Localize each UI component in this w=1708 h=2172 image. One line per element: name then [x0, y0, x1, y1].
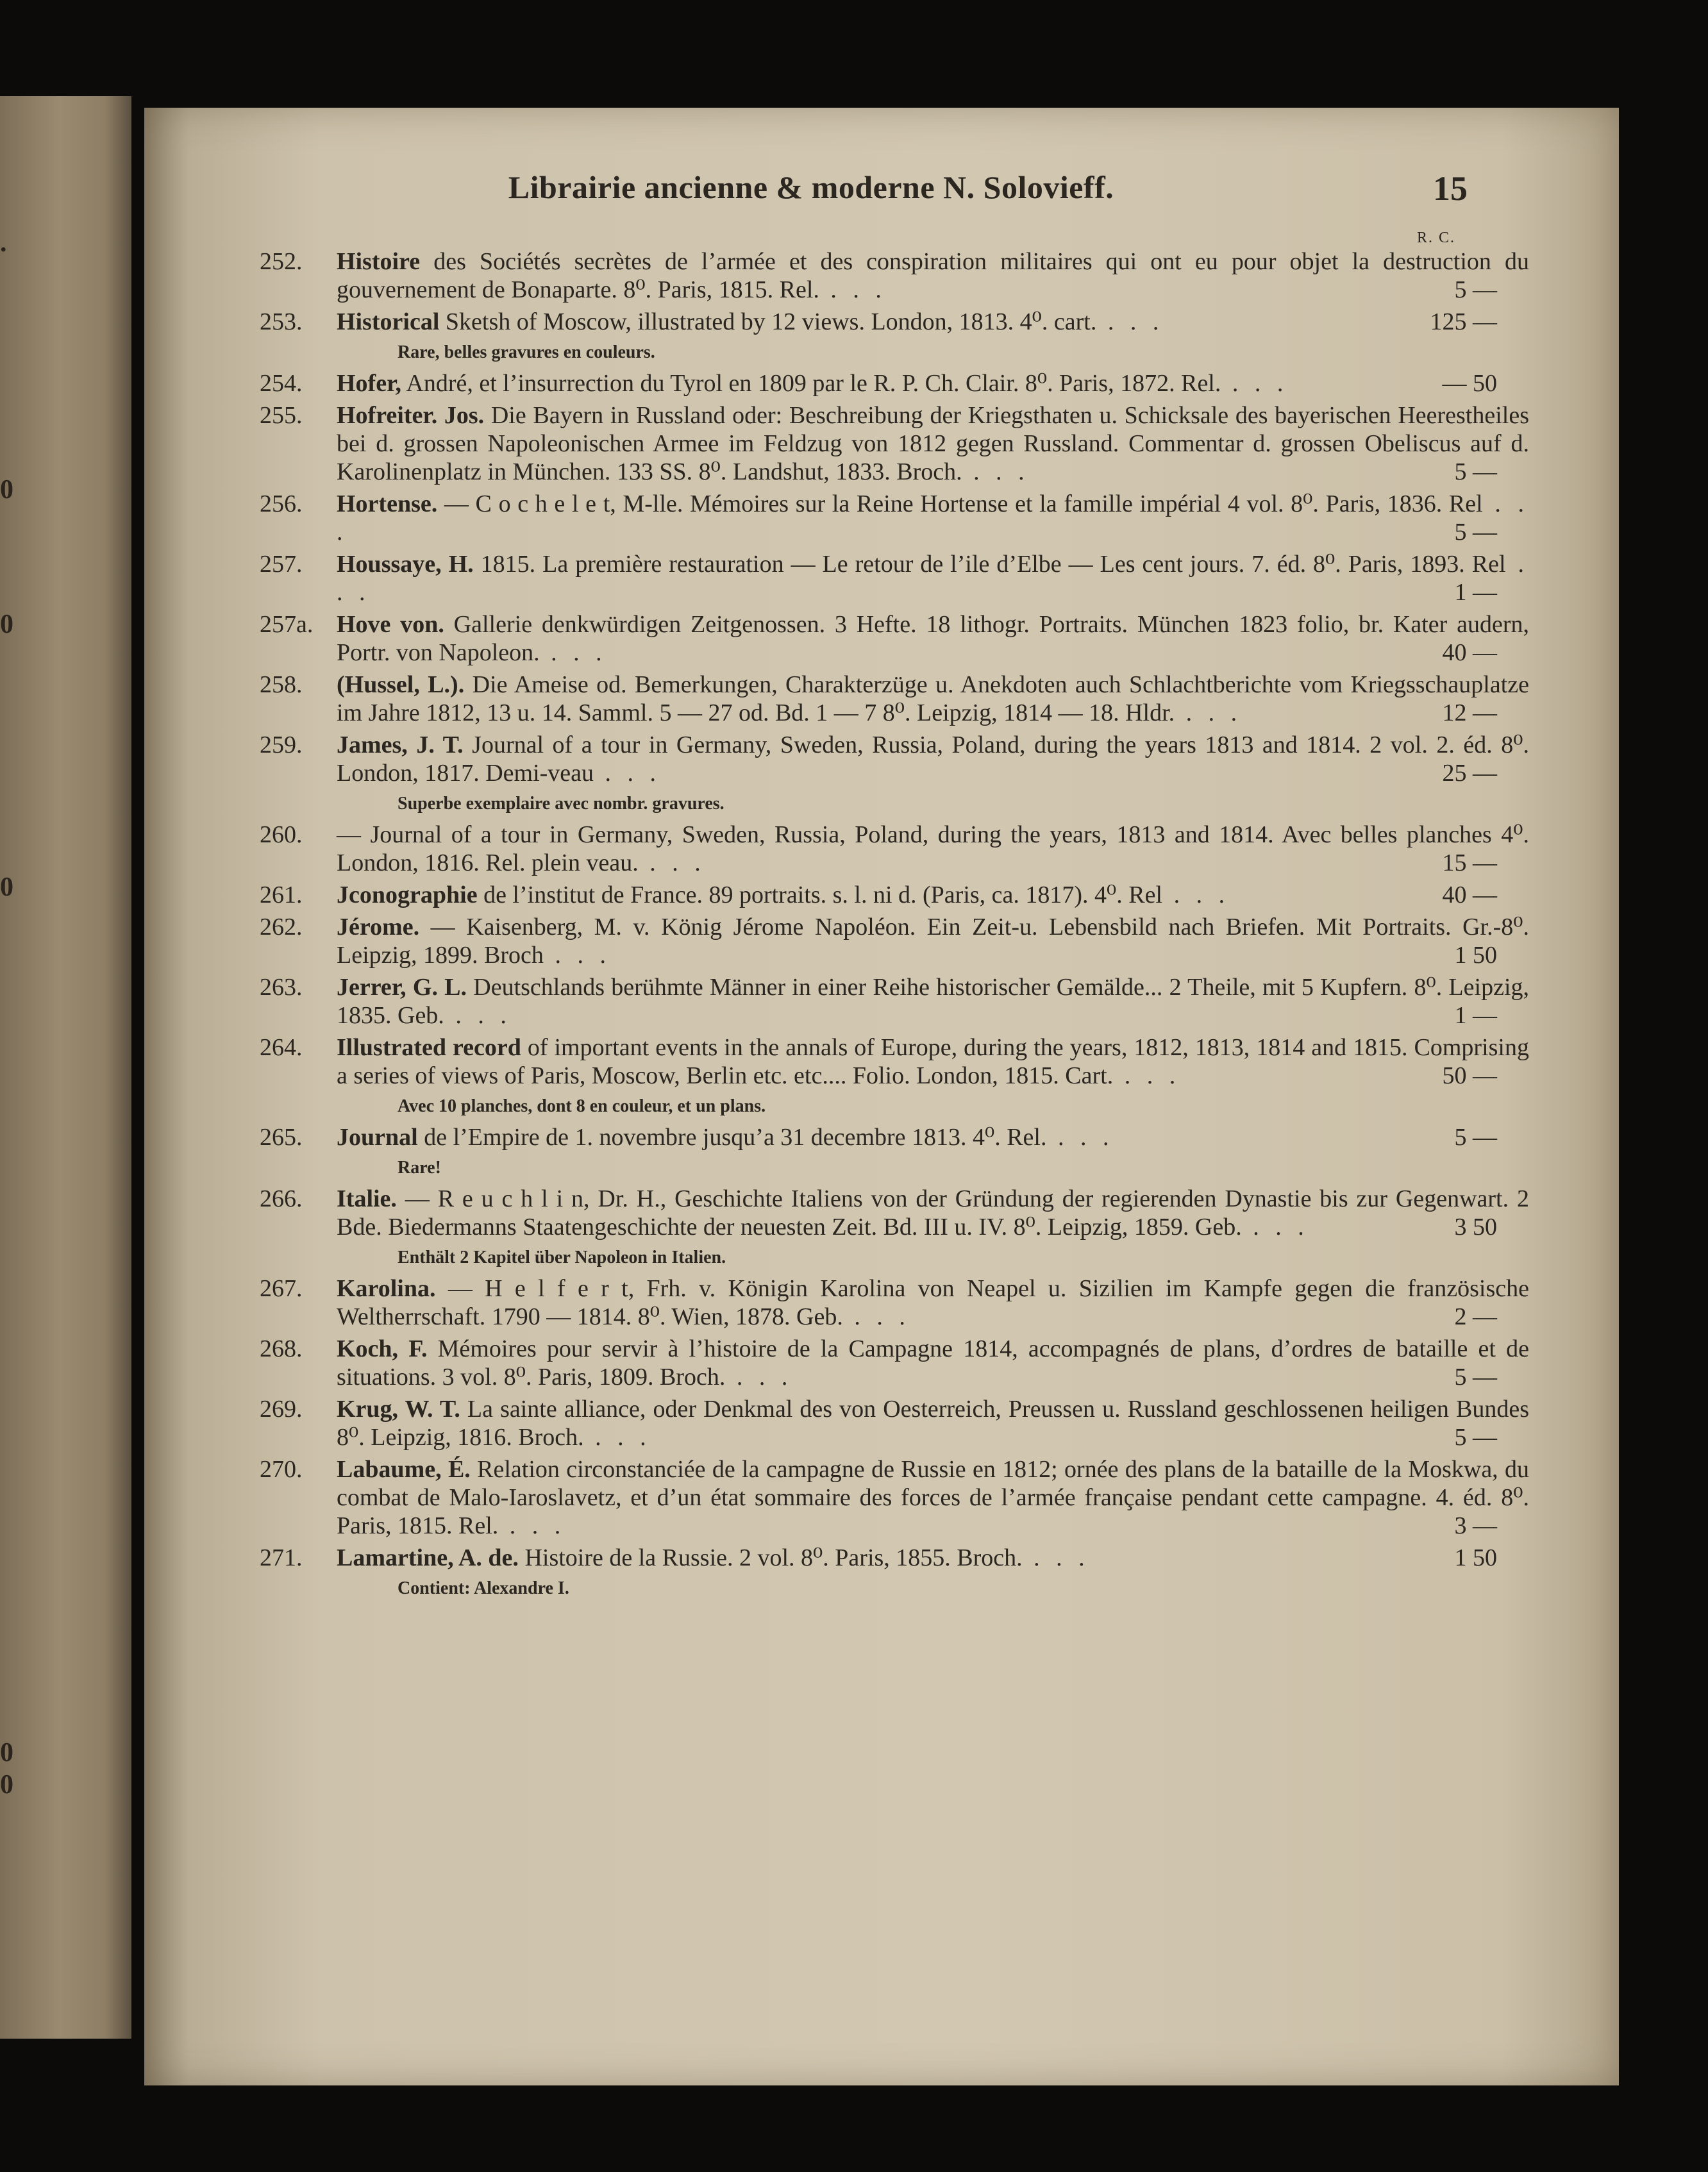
leader-dots: . . .	[819, 276, 887, 303]
entry-description	[337, 1455, 1529, 1540]
entry-price: 5 —	[1454, 1124, 1497, 1151]
catalog-entry	[144, 1395, 1619, 1451]
entry-price: 5 —	[1454, 1424, 1497, 1451]
entry-heading: Lamartine, A. de.	[337, 1544, 519, 1571]
entry-number: 264.	[260, 1034, 303, 1061]
entry-description	[337, 550, 1529, 606]
entry-text: Relation circonstanciée de la campagne de Russie en 1812; ornée des plans de la bataille de la Moskwa, du combat de Malo-Iaroslavetz, et d’un état sommaire des forces de l’armée française pendant cette campagne. 4. éd. 8⁰. Paris, 1815. Rel.	[337, 1456, 1530, 1539]
entry-description	[337, 731, 1529, 787]
price-column-label: R. C.	[1417, 230, 1456, 246]
entry-number: 252.	[260, 248, 303, 275]
catalog-entry	[144, 247, 1619, 304]
entry-description	[337, 369, 1529, 397]
entry-text: Die Ameise od. Bemerkungen, Charakterzüge u. Anekdoten auch Schlachtberichte vom Kriegsschauplatze im Jahre 1812, 13 u. 14. Samml. 5 — 27 od. Bd. 1 — 7 8⁰. Leipzig, 1814 — 18. Hldr.	[337, 671, 1529, 726]
entry-heading: Italie.	[337, 1185, 397, 1212]
entry-description	[337, 1335, 1529, 1391]
leader-dots: . . .	[1162, 881, 1230, 908]
catalog-entry	[144, 308, 1619, 336]
leader-dots: . . .	[539, 639, 607, 666]
entry-description	[337, 973, 1529, 1030]
entry-description	[337, 401, 1529, 486]
leader-dots: . . .	[1022, 1544, 1090, 1571]
entry-number: 270.	[260, 1456, 303, 1483]
entry-number: 259.	[260, 731, 303, 758]
entry-price: 5 —	[1454, 458, 1497, 485]
entry-price: 40 —	[1442, 639, 1497, 666]
entry-price: 1 50	[1454, 1544, 1497, 1571]
entry-text: — R e u c h l i n, Dr. H., Geschichte Italiens von der Gründung der regierenden Dynastie bis zur Gegenwart. 2 Bde. Biedermanns Staatengeschichte der neuesten Zeit. Bd. III u. IV. 8⁰. Leipzig, 1859. Geb.	[337, 1185, 1529, 1241]
entry-number: 263.	[260, 974, 303, 1001]
entry-heading: Koch, F.	[337, 1335, 428, 1362]
entry-number: 266.	[260, 1185, 303, 1212]
entry-heading: Hofreiter. Jos.	[337, 402, 485, 429]
catalog-entry	[144, 490, 1619, 546]
entry-heading: Labaume, É.	[337, 1456, 471, 1483]
entry-heading: James, J. T.	[337, 731, 464, 758]
entry-number: 257.	[260, 551, 303, 578]
catalog-entry	[144, 881, 1619, 909]
entry-description	[337, 247, 1529, 304]
leader-dots: . . .	[444, 1002, 512, 1029]
entry-text: Die Bayern in Russland oder: Beschreibung der Kriegsthaten u. Schicksale des bayerischen Heerestheiles bei d. grossen Napoleonischen Armee im Feldzug von 1812 gegen Russland. Commentar d. grossen Obeliscus auf d. Karolinenplatz in München. 133 SS. 8⁰. Landshut, 1833. Broch.	[337, 402, 1529, 485]
entry-price: 25 —	[1442, 760, 1497, 787]
entry-number: 253.	[260, 308, 303, 335]
catalog-entry	[144, 550, 1619, 606]
entry-number: 255.	[260, 402, 303, 429]
entry-price: 5 —	[1454, 1364, 1497, 1391]
entry-price: 50 —	[1442, 1062, 1497, 1089]
entry-heading: Jérome.	[337, 914, 420, 940]
catalog-entry	[144, 369, 1619, 397]
entry-text: de l’institut de France. 89 portraits. s. l. ni d. (Paris, ca. 1817). 4⁰. Rel	[477, 881, 1163, 908]
entry-description	[337, 610, 1529, 667]
catalog-entries	[144, 247, 1619, 1605]
entry-text: Mémoires pour servir à l’histoire de la Campagne 1814, accompagnés de plans, d’ordres de bataille et de situations. 3 vol. 8⁰. Paris, 1809. Broch.	[337, 1335, 1530, 1391]
left-page-fragment: 0	[0, 610, 13, 639]
leader-dots: . . .	[337, 551, 1529, 606]
catalog-entry	[144, 1544, 1619, 1572]
entry-description	[337, 913, 1529, 969]
catalog-entry	[144, 1185, 1619, 1241]
leader-dots: . . .	[1046, 1124, 1114, 1151]
entry-description	[337, 1185, 1529, 1241]
entry-heading: Hove von.	[337, 611, 444, 638]
entry-heading: Krug, W. T.	[337, 1396, 460, 1423]
entry-text: — C o c h e l e t, M-lle. Mémoires sur la Reine Hortense et la famille impérial 4 vol. 8⁰. Paris, 1836. Rel	[437, 490, 1483, 517]
leader-dots: . . .	[1175, 699, 1243, 726]
entry-description	[337, 671, 1529, 727]
entry-heading: Karolina.	[337, 1275, 436, 1302]
catalog-entry	[144, 1335, 1619, 1391]
entry-text: La sainte alliance, oder Denkmal des von Oesterreich, Preussen u. Russland geschlossenen heiligen Bundes 8⁰. Leipzig, 1816. Broch.	[337, 1396, 1529, 1451]
entry-text: 1815. La première restauration — Le retour de l’ile d’Elbe — Les cent jours. 7. éd. 8⁰. Paris, 1893. Rel	[473, 551, 1506, 578]
entry-heading: Historical	[337, 308, 440, 335]
entry-note: Rare, belles gravures en couleurs.	[398, 342, 655, 362]
catalog-entry	[144, 1274, 1619, 1331]
entry-number: 256.	[260, 490, 303, 517]
entry-text: André, et l’insurrection du Tyrol en 1809 par le R. P. Ch. Clair. 8⁰. Paris, 1872. Rel.	[401, 370, 1221, 397]
entry-heading: (Hussel, L.).	[337, 671, 465, 698]
leader-dots: . . .	[583, 1424, 651, 1451]
entry-number: 269.	[260, 1396, 303, 1423]
leader-dots: . . .	[1241, 1214, 1309, 1241]
entry-note: Contient: Alexandre I.	[398, 1578, 569, 1598]
leader-dots: . . .	[498, 1512, 566, 1539]
entry-number: 260.	[260, 821, 303, 848]
entry-text: — Journal of a tour in Germany, Sweden, Russia, Poland, during the years, 1813 and 1814. Avec belles planches 4⁰. London, 1816. Rel. plein veau.	[337, 821, 1529, 876]
entry-note: Enthält 2 Kapitel über Napoleon in Italien.	[398, 1248, 726, 1267]
catalog-entry	[144, 913, 1619, 969]
entry-heading: Illustrated record	[337, 1034, 521, 1061]
leader-dots: . . .	[337, 490, 1529, 546]
entry-text: of important events in the annals of Europe, during the years, 1812, 1813, 1814 and 1815. Comprising a series of views of Paris, Moscow, Berlin etc. etc.... Folio. London, 1815. Cart.	[337, 1034, 1529, 1089]
left-page-fragment: 0	[0, 873, 13, 902]
entry-heading: Houssaye, H.	[337, 551, 474, 578]
leader-dots: . . .	[638, 849, 706, 876]
entry-price: 3 50	[1454, 1214, 1497, 1241]
entry-number: 254.	[260, 370, 303, 397]
page-number: 15	[1433, 169, 1468, 208]
entry-price: 1 50	[1454, 942, 1497, 969]
entry-price: 12 —	[1442, 699, 1497, 726]
leader-dots: . . .	[543, 942, 611, 969]
entry-description	[337, 490, 1529, 546]
catalog-entry	[144, 821, 1619, 877]
entry-text: Journal of a tour in Germany, Sweden, Russia, Poland, during the years 1813 and 1814. 2 vol. 2. éd. 8⁰. London, 1817. Demi-veau	[337, 731, 1529, 787]
entry-number: 271.	[260, 1544, 303, 1571]
leader-dots: . . .	[1221, 370, 1289, 397]
entry-description	[337, 1274, 1529, 1331]
entry-heading: Jerrer, G. L.	[337, 974, 467, 1001]
entry-note: Avec 10 planches, dont 8 en couleur, et un plans.	[398, 1096, 766, 1116]
entry-description	[337, 1544, 1529, 1572]
entry-price: 2 —	[1454, 1303, 1497, 1330]
catalog-entry	[144, 731, 1619, 787]
entry-description	[337, 1033, 1529, 1090]
entry-note: Superbe exemplaire avec nombr. gravures.	[398, 794, 724, 814]
left-page-edge	[0, 96, 131, 2039]
catalog-entry	[144, 1033, 1619, 1090]
left-page-fragment: 0	[0, 1738, 13, 1767]
entry-text: Deutschlands berühmte Männer in einer Reihe historischer Gemälde... 2 Theile, mit 5 Kupfern. 8⁰. Leipzig, 1835. Geb.	[337, 974, 1529, 1029]
entry-description	[337, 308, 1529, 336]
entry-description	[337, 1123, 1529, 1151]
entry-price: 5 —	[1454, 276, 1497, 303]
entry-price: 1 —	[1454, 1002, 1497, 1029]
entry-text: des Sociétés secrètes de l’armée et des conspiration militaires qui ont eu pour objet la destruction du gouvernement de Bonaparte. 8⁰. Paris, 1815. Rel.	[337, 248, 1529, 303]
entry-heading: Hofer,	[337, 370, 401, 397]
catalog-entry	[144, 1455, 1619, 1540]
entry-number: 258.	[260, 671, 303, 698]
entry-text: de l’Empire de 1. novembre jusqu’a 31 decembre 1813. 4⁰. Rel.	[417, 1124, 1047, 1151]
entry-note: Rare!	[398, 1158, 441, 1178]
running-head	[144, 169, 1619, 207]
entry-text: — H e l f e r t, Frh. v. Königin Karolina von Neapel u. Sizilien im Kampfe gegen die französische Weltherrschaft. 1790 — 1814. 8⁰. Wien, 1878. Geb.	[337, 1275, 1529, 1330]
left-page-fragment: 0	[0, 1770, 13, 1800]
entry-price: 1 —	[1454, 579, 1497, 606]
entry-description	[337, 821, 1529, 877]
leader-dots: . . .	[962, 458, 1030, 485]
entry-heading: Jconographie	[337, 881, 478, 908]
page-header-title: Librairie ancienne & moderne N. Solovieff.	[508, 169, 1114, 205]
entry-description	[337, 881, 1529, 909]
entry-heading: Histoire	[337, 248, 421, 275]
entry-text: Sketsh of Moscow, illustrated by 12 views. London, 1813. 4⁰. cart.	[439, 308, 1097, 335]
catalog-entry	[144, 973, 1619, 1030]
book-page	[144, 108, 1619, 2085]
entry-price: 40 —	[1442, 881, 1497, 908]
leader-dots: . . .	[842, 1303, 910, 1330]
leader-dots: . . .	[1096, 308, 1164, 335]
entry-price: 3 —	[1454, 1512, 1497, 1539]
entry-heading: Journal	[337, 1124, 418, 1151]
leader-dots: . . .	[594, 760, 662, 787]
entry-heading: Hortense.	[337, 490, 438, 517]
entry-price: 15 —	[1442, 849, 1497, 876]
entry-number: 268.	[260, 1335, 303, 1362]
catalog-entry	[144, 610, 1619, 667]
entry-price: 5 —	[1454, 519, 1497, 546]
left-page-fragment: 0	[0, 475, 13, 505]
entry-text: Histoire de la Russie. 2 vol. 8⁰. Paris, 1855. Broch.	[518, 1544, 1023, 1571]
left-page-fragment: .	[0, 228, 7, 258]
entry-description	[337, 1395, 1529, 1451]
entry-number: 267.	[260, 1275, 303, 1302]
catalog-entry	[144, 401, 1619, 486]
entry-number: 257a.	[260, 611, 314, 638]
leader-dots: . . .	[725, 1364, 793, 1391]
entry-number: 261.	[260, 881, 303, 908]
entry-price: 125 —	[1430, 308, 1497, 335]
entry-text: — Kaisenberg, M. v. König Jérome Napoléon. Ein Zeit-u. Lebensbild nach Briefen. Mit Portraits. Gr.-8⁰. Leipzig, 1899. Broch	[337, 914, 1529, 969]
entry-text: Gallerie denkwürdigen Zeitgenossen. 3 Hefte. 18 lithogr. Portraits. München 1823 folio, br. Kater audern, Portr. von Napoleon.	[337, 611, 1530, 666]
leader-dots: . . .	[1113, 1062, 1181, 1089]
entry-number: 265.	[260, 1124, 303, 1151]
catalog-entry	[144, 671, 1619, 727]
catalog-entry	[144, 1123, 1619, 1151]
entry-price: — 50	[1442, 370, 1497, 397]
entry-number: 262.	[260, 914, 303, 940]
